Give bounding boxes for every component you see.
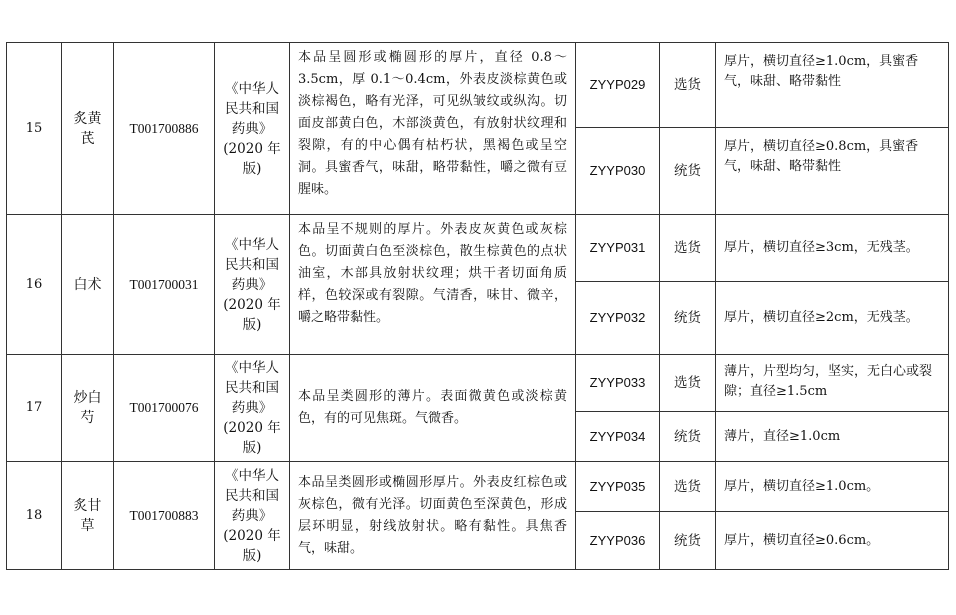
standard: 厚片，横切直径≥2cm，无残茎。: [716, 282, 949, 355]
table-row: [7, 355, 949, 412]
herb-code: T001700031: [114, 215, 215, 355]
source-reference: 《中华人 民共和国 药典》 (2020 年 版): [215, 215, 290, 355]
grade: 选货: [660, 355, 716, 412]
herb-code: T001700886: [114, 43, 215, 215]
spec-code: ZYYP031: [576, 215, 660, 282]
description: 本品呈类圆形的薄片。表面微黄色或淡棕黄色，有的可见焦斑。气微香。: [290, 355, 576, 462]
standard: 厚片，横切直径≥0.8cm，具蜜香气，味甜、略带黏性: [716, 128, 949, 215]
spec-code: ZYYP035: [576, 462, 660, 512]
spec-code: ZYYP034: [576, 412, 660, 462]
table-row: [7, 43, 949, 128]
standard: 薄片，片型均匀，坚实，无白心或裂隙；直径≥1.5cm: [716, 355, 949, 412]
row-index: 18: [7, 462, 62, 570]
herb-code: T001700883: [114, 462, 215, 570]
spec-code: ZYYP029: [576, 43, 660, 128]
grade: 统货: [660, 282, 716, 355]
table-row: [7, 215, 949, 282]
grade: 统货: [660, 512, 716, 570]
standard: 薄片，直径≥1.0cm: [716, 412, 949, 462]
herb-spec-table: [6, 42, 949, 570]
standard: 厚片，横切直径≥3cm，无残茎。: [716, 215, 949, 282]
grade: 选货: [660, 43, 716, 128]
source-reference: 《中华人 民共和国 药典》 (2020 年 版): [215, 355, 290, 462]
standard: 厚片，横切直径≥1.0cm，具蜜香气，味甜、略带黏性: [716, 43, 949, 128]
herb-name: 炒白 芍: [62, 355, 114, 462]
herb-name: 炙黄 芪: [62, 43, 114, 215]
spec-code: ZYYP036: [576, 512, 660, 570]
grade: 统货: [660, 412, 716, 462]
herb-name: 炙甘 草: [62, 462, 114, 570]
description: 本品呈圆形或椭圆形的厚片，直径 0.8～3.5cm，厚 0.1～0.4cm，外表皮淡棕黄色或淡棕褐色，略有光泽，可见纵皱纹或纵沟。切面皮部黄白色，木部淡黄色，有放射状纹理和裂隙，有的中心偶有枯朽状，黑褐色或呈空洞。具蜜香气，味甜，略带黏性，嚼之微有豆腥味。: [290, 43, 576, 215]
grade: 统货: [660, 128, 716, 215]
spec-code: ZYYP033: [576, 355, 660, 412]
row-index: 16: [7, 215, 62, 355]
description: 本品呈不规则的厚片。外表皮灰黄色或灰棕色。切面黄白色至淡棕色，散生棕黄色的点状油室，木部具放射状纹理；烘干者切面角质样，色较深或有裂隙。气清香，味甘、微辛，嚼之略带黏性。: [290, 215, 576, 355]
row-index: 17: [7, 355, 62, 462]
spec-code: ZYYP032: [576, 282, 660, 355]
herb-name: 白术: [62, 215, 114, 355]
source-reference: 《中华人 民共和国 药典》 (2020 年 版): [215, 43, 290, 215]
table-row: [7, 462, 949, 512]
source-reference: 《中华人 民共和国 药典》 (2020 年 版): [215, 462, 290, 570]
grade: 选货: [660, 215, 716, 282]
herb-code: T001700076: [114, 355, 215, 462]
spec-code: ZYYP030: [576, 128, 660, 215]
row-index: 15: [7, 43, 62, 215]
standard: 厚片，横切直径≥0.6cm。: [716, 512, 949, 570]
description: 本品呈类圆形或椭圆形厚片。外表皮红棕色或灰棕色，微有光泽。切面黄色至深黄色，形成层环明显，射线放射状。略有黏性。具焦香气，味甜。: [290, 462, 576, 570]
grade: 选货: [660, 462, 716, 512]
standard: 厚片，横切直径≥1.0cm。: [716, 462, 949, 512]
